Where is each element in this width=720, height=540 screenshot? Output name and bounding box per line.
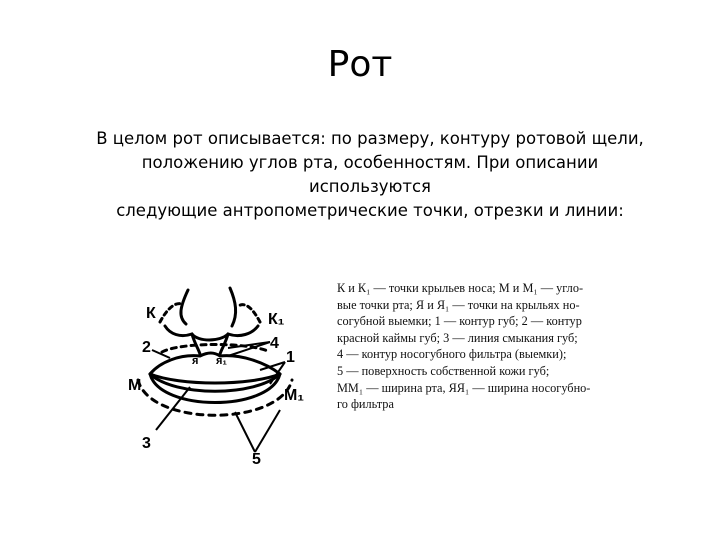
label-k: К (146, 305, 156, 322)
caption-line: К и К₁ — точки крыльев носа; М и М₁ — угло- (337, 281, 584, 295)
label-m1: М₁ (284, 387, 304, 404)
label-3: 3 (142, 435, 151, 452)
label-2: 2 (142, 339, 151, 356)
body-line: положению углов рта, особенностям. При описании используются (141, 153, 599, 196)
label-5: 5 (252, 451, 261, 468)
label-ya: я (192, 355, 199, 367)
caption-line: вые точки рта; Я и Я₁ — точки на крыльях но- (337, 297, 580, 312)
mouth-figure (120, 262, 645, 472)
caption-line: согубной выемки; 1 — контур губ; 2 — контур (337, 314, 582, 329)
figure-caption (337, 280, 642, 413)
caption-line: 5 — поверхность собственной кожи губ; (337, 363, 550, 378)
caption-line: ММ₁ — ширина рта, ЯЯ₁ — ширина носогубно- (337, 380, 591, 395)
caption-line: 4 — контур носогубного фильтра (выемки); (337, 347, 567, 362)
label-ya1: я₁ (216, 355, 227, 367)
caption-line: го фильтра (337, 397, 394, 412)
caption-line: красной каймы губ; 3 — линия смыкания губ; (337, 330, 578, 345)
label-1: 1 (286, 349, 295, 366)
mouth-diagram (120, 262, 330, 472)
label-4: 4 (270, 335, 279, 352)
slide-body-text (80, 127, 660, 223)
body-line: следующие антропометрические точки, отрезки и линии: (116, 201, 624, 220)
label-k1: К₁ (268, 311, 285, 328)
body-line: В целом рот описывается: по размеру, контуру ротовой щели, (96, 129, 644, 148)
label-m: М (128, 377, 142, 394)
slide-title: Рот (327, 44, 393, 85)
